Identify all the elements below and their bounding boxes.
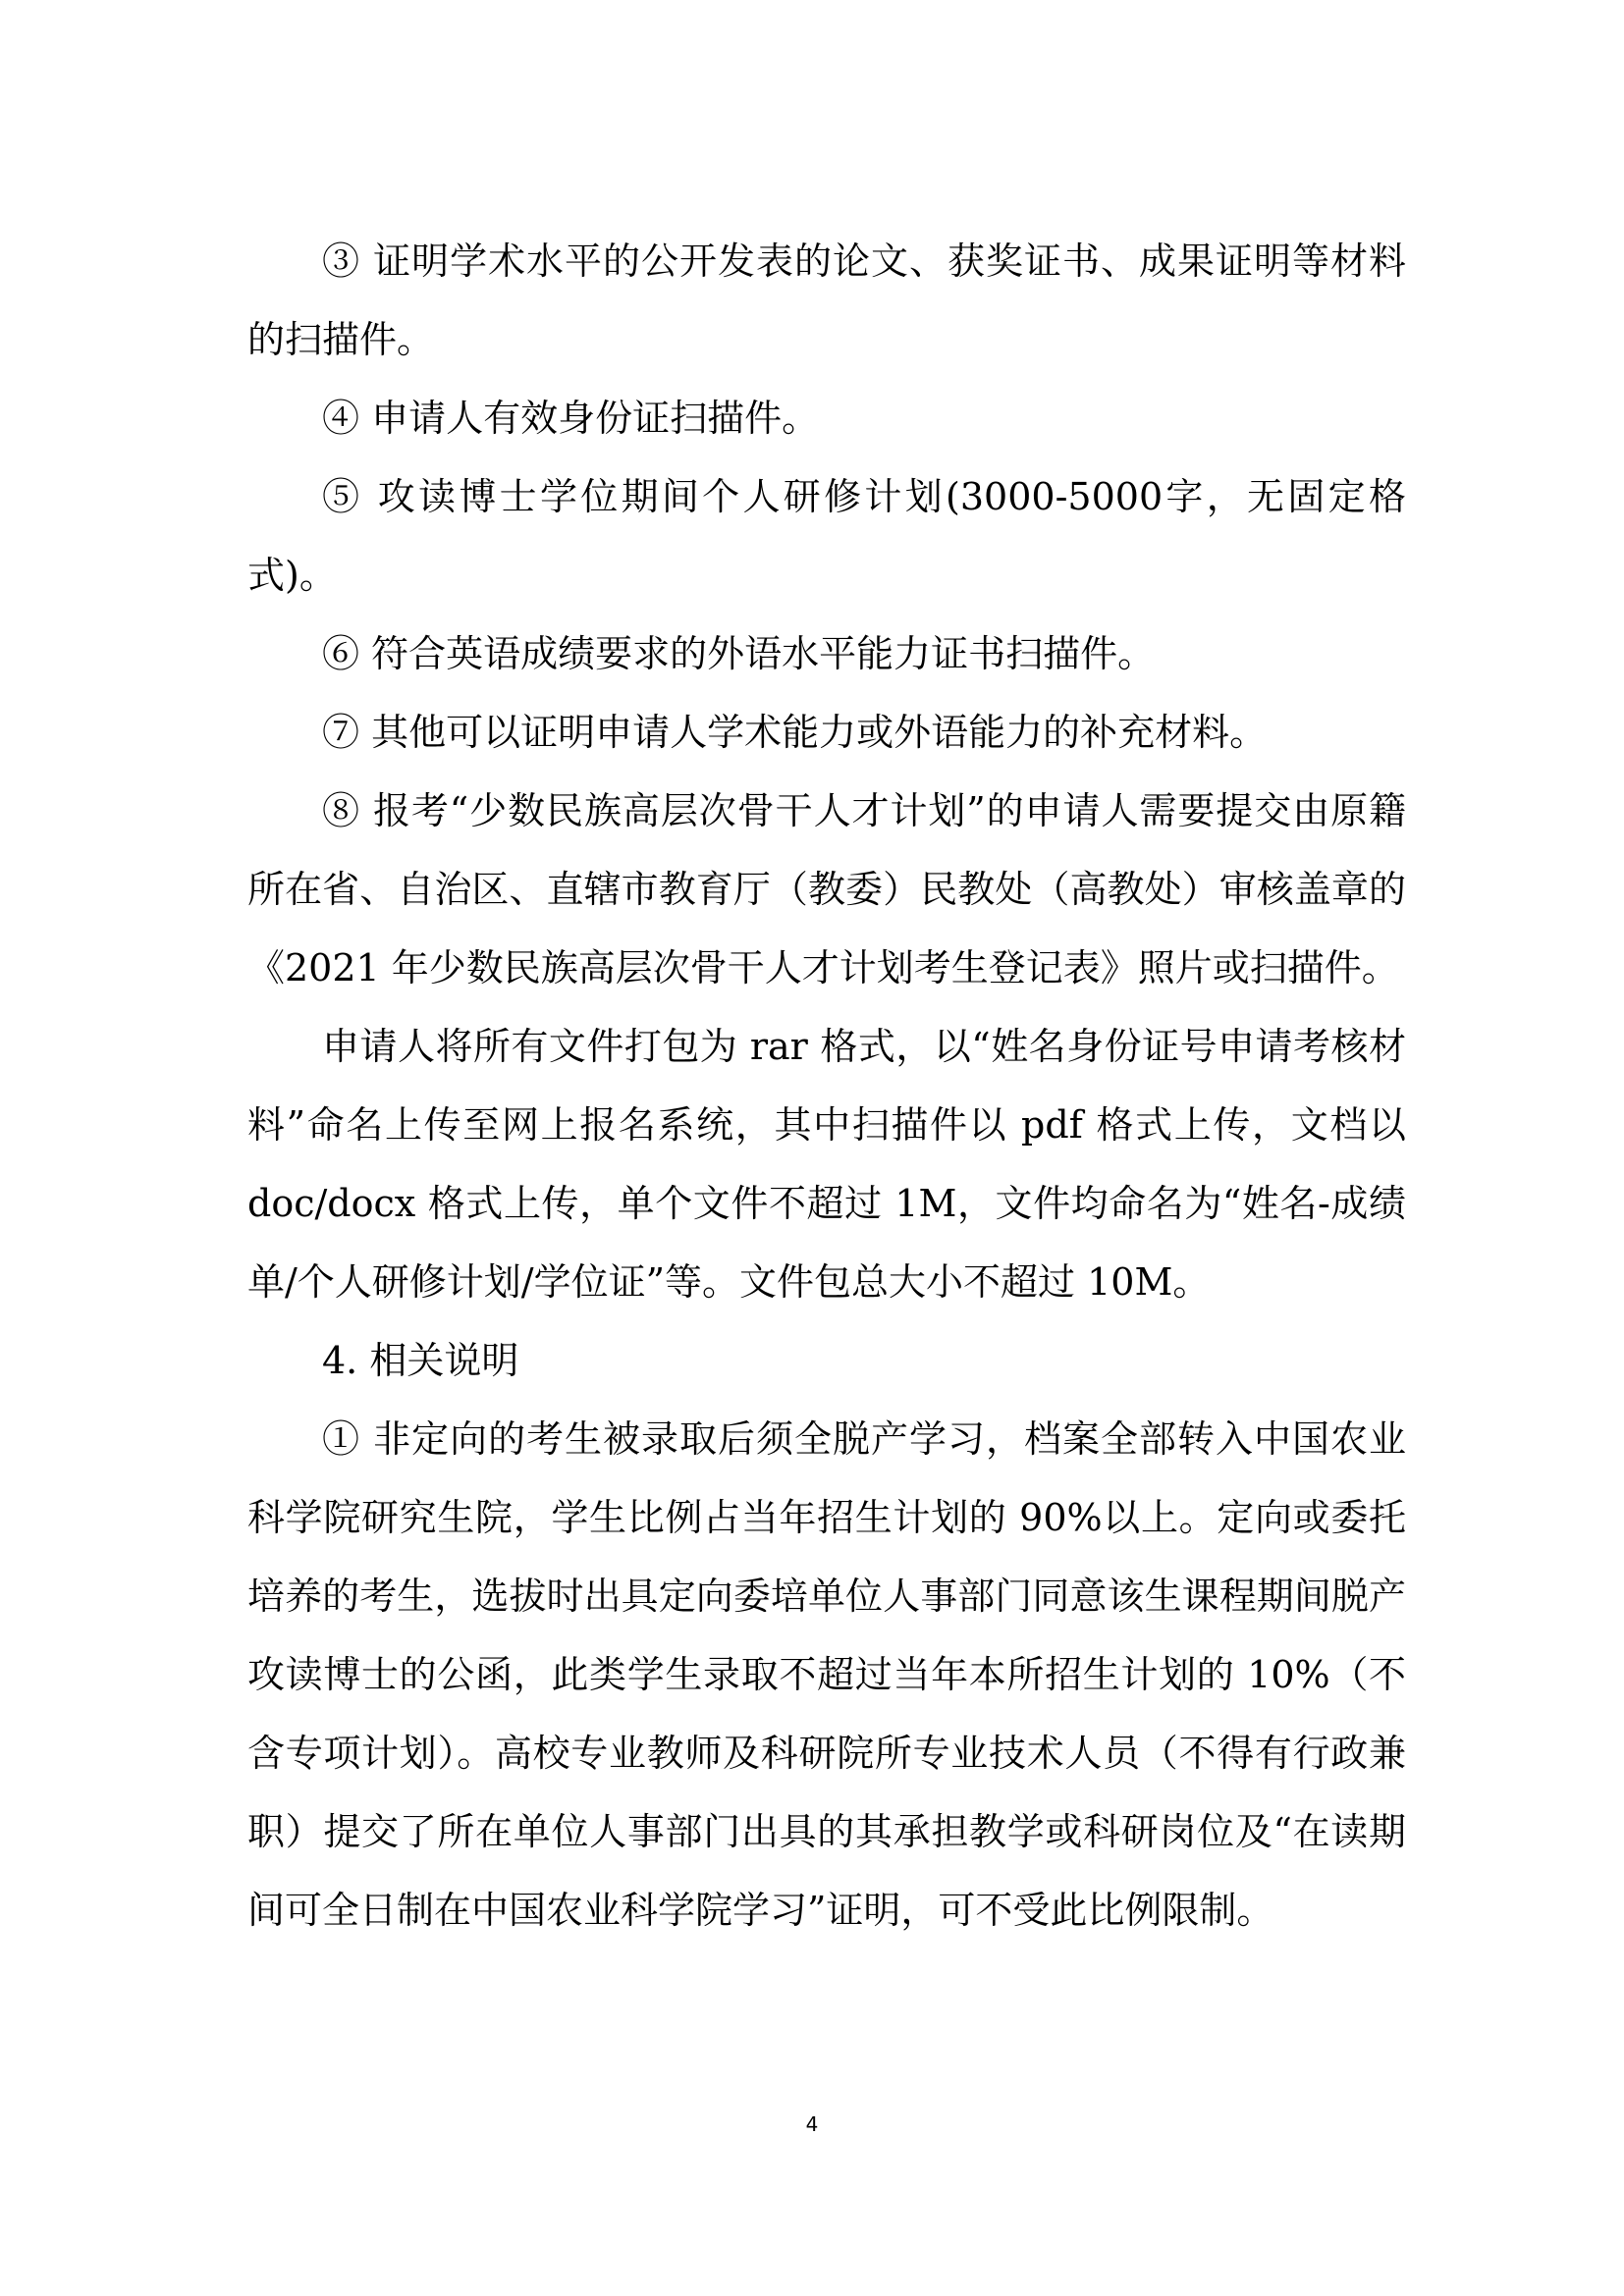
paragraph-item-6: ⑥ 符合英语成绩要求的外语水平能力证书扫描件。 <box>322 632 1156 675</box>
section-heading: 4. 相关说明 <box>322 1339 519 1382</box>
body-text <box>247 222 1406 1949</box>
paragraph-item-3: ③ 证明学术水平的公开发表的论文、获奖证书、成果证明等材料的扫描件。 <box>247 240 1406 361</box>
paragraph-note-1: ① 非定向的考生被录取后须全脱产学习，档案全部转入中国农业科学院研究生院，学生比例占当年招生计划的 90%以上。定向或委托培养的考生，选拔时出具定向委培单位人事部门同意该生课程期间脱产攻读博士的公函，此类学生录取不超过当年本所招生计划的 10%（不含专项计划）。高校专业教师及科研院所专业技术人员（不得有行政兼职）提交了所在单位人事部门出具的其承担教学或科研岗位及“在读期间可全日制在中国农业科学院学习”证明，可不受此比例限制。 <box>247 1417 1406 1932</box>
paragraph-item-8: ⑧ 报考“少数民族高层次骨干人才计划”的申请人需要提交由原籍所在省、自治区、直辖市教育厅（教委）民教处（高教处）审核盖章的《2021 年少数民族高层次骨干人才计划考生登记表》照片或扫描件。 <box>247 789 1406 989</box>
paragraph-item-4: ④ 申请人有效身份证扫描件。 <box>322 397 820 440</box>
paragraph-item-5: ⑤ 攻读博士学位期间个人研修计划(3000-5000字，无固定格式)。 <box>247 475 1406 597</box>
paragraph-item-7: ⑦ 其他可以证明申请人学术能力或外语能力的补充材料。 <box>322 711 1268 754</box>
paragraph-upload-instructions: 申请人将所有文件打包为 rar 格式，以“姓名身份证号申请考核材料”命名上传至网上报名系统，其中扫描件以 pdf 格式上传，文档以 doc/docx 格式上传，单个文件不超过 1M，文件均命名为“姓名-成绩单/个人研修计划/学位证”等。文件包总大小不超过 10M。 <box>247 1025 1406 1304</box>
page-number: 4 <box>805 2112 819 2136</box>
